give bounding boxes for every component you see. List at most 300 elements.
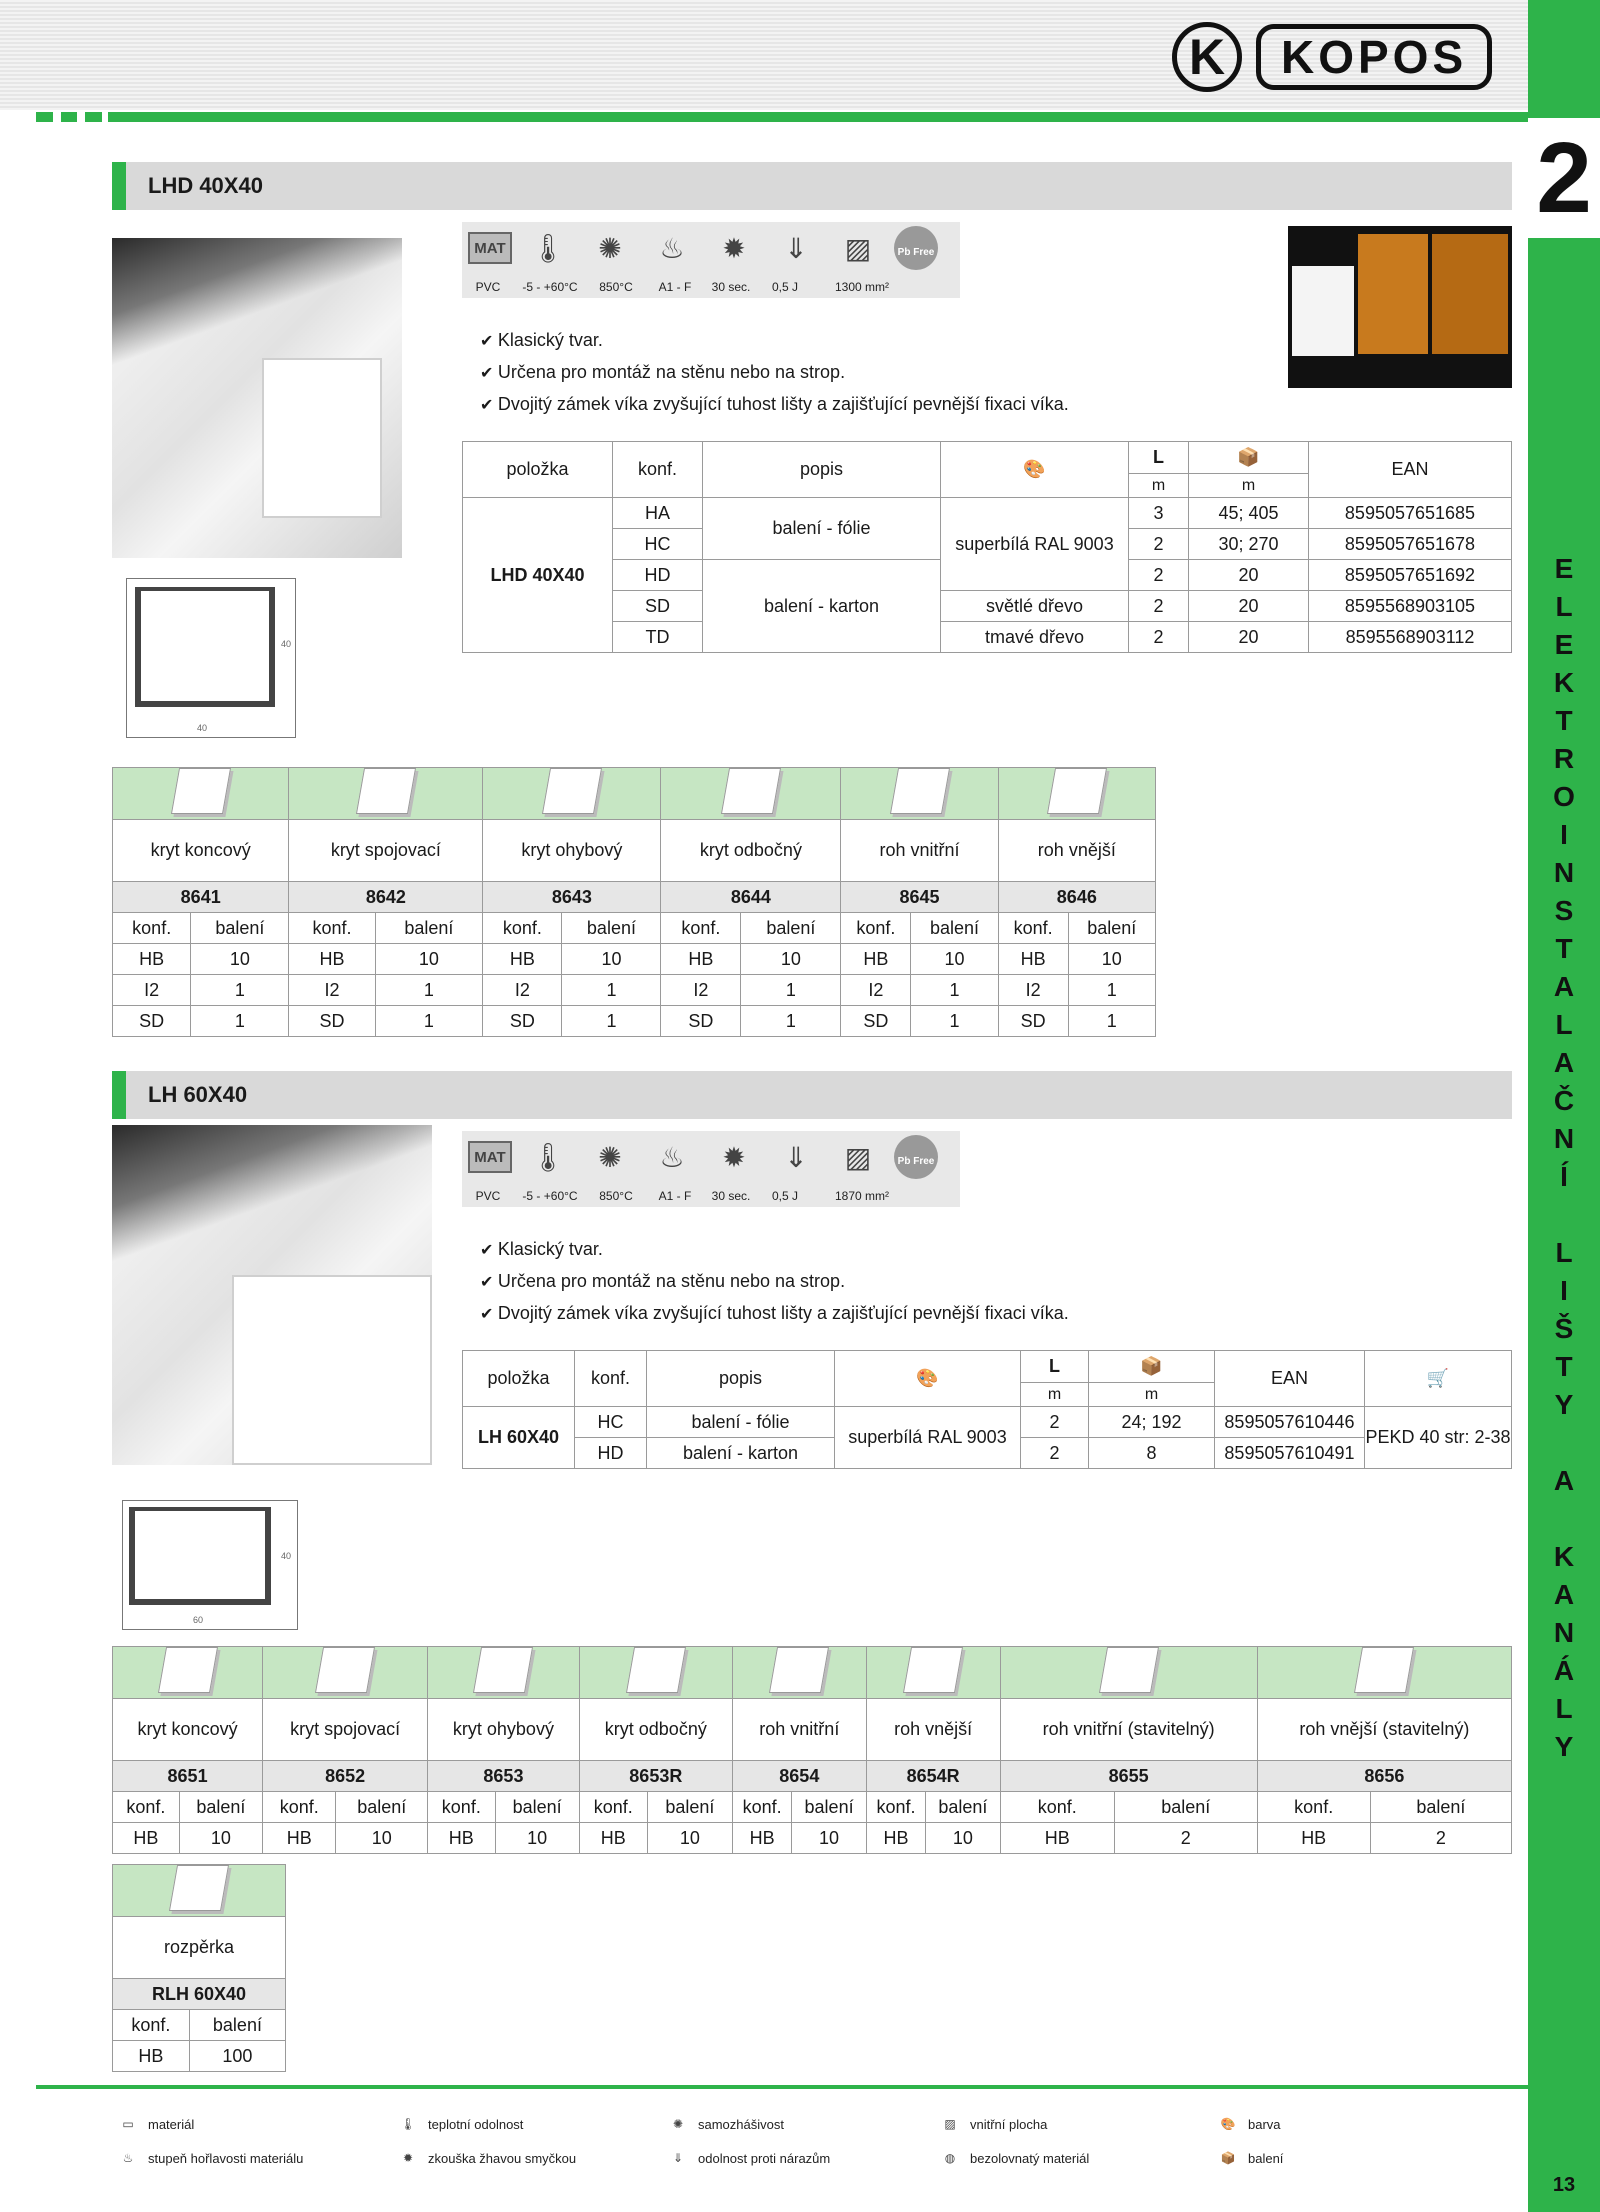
dim-width: 40 [197,723,208,733]
col-konf: konf. [575,1351,647,1407]
pack-cell: 8 [1089,1438,1215,1469]
dim-width: 60 [193,1615,204,1625]
package-icon: 📦 [1237,447,1260,467]
baleni-cell: 10 [191,944,289,975]
accessory-icon [769,1647,829,1693]
baleni-cell: 1 [191,975,289,1006]
ean-cell: 8595057651678 [1309,529,1512,560]
glow-wire-icon: ✹ [722,232,746,264]
property-values-lh [462,1189,912,1203]
accessory-icon [171,768,231,814]
accessory-code: 8646 [998,882,1155,913]
baleni-cell: 1 [562,1006,661,1037]
baleni-cell: 1 [1068,975,1155,1006]
konf-header: konf. [113,913,191,944]
color-cell: světlé dřevo [941,591,1129,622]
accessory-image [113,768,289,820]
sidebar-letter: T [1555,933,1573,964]
baleni-header: balení [191,913,289,944]
accessory-code: 8652 [263,1761,428,1792]
accessory-code: 8645 [841,882,998,913]
accessory-name: kryt ohybový [483,820,661,882]
accessory-row [113,1006,1156,1037]
accessory-image [732,1647,866,1699]
sidebar-letter: A [1553,971,1575,1002]
pack-cell: 30; 270 [1189,529,1309,560]
legend-text: vnitřní plocha [970,2116,1048,2132]
impact-icon: ⇓ [784,1141,808,1173]
accessory-code: 8654R [866,1761,1000,1792]
sidebar-letter: S [1554,895,1574,926]
accessory-icon [158,1647,218,1693]
accessory-icon [626,1647,686,1693]
baleni-header: balení [741,913,841,944]
logo-emblem: K [1172,22,1242,92]
sidebar-letter: O [1553,781,1575,812]
konf-cell: HA [613,498,703,529]
product-table-lhd [462,441,1512,653]
length-cell: 2 [1129,529,1189,560]
accessory-code: 8653R [579,1761,732,1792]
legend-item [1218,2150,1283,2166]
duct-opening [232,1275,432,1465]
duct-profile [135,587,275,707]
konf-cell: I2 [998,975,1068,1006]
konf-cell: SD [841,1006,911,1037]
sidebar-letter: T [1555,705,1573,736]
lead-free-icon: Pb Free [894,226,938,270]
konf-header: konf. [483,913,562,944]
konf-cell: I2 [113,975,191,1006]
property-value: 0,5 J [771,280,798,294]
baleni-header: balení [926,1792,1000,1823]
sidebar-letter: E [1554,629,1574,660]
accessory-icon [473,1647,533,1693]
baleni-cell: 10 [741,944,841,975]
accessory-image [998,768,1155,820]
baleni-cell: 10 [926,1823,1000,1854]
accessory-name: kryt ohybový [428,1699,580,1761]
accessory-name: roh vnitřní [732,1699,866,1761]
property-value: A1 - F [658,1189,692,1203]
color-variants-photo [1288,226,1512,388]
sidebar-letter: Á [1553,1655,1575,1686]
accessory-image [1257,1647,1511,1699]
property-value: 0,5 J [771,1189,798,1203]
popis-cell: balení - karton [703,560,941,653]
mat-icon: MAT [468,1141,512,1173]
konf-cell: HB [113,944,191,975]
konf-header: konf. [661,913,741,944]
accessory-image [579,1647,732,1699]
baleni-cell: 2 [1370,1823,1511,1854]
konf-cell: HD [613,560,703,591]
property-value: PVC [475,280,501,294]
accessory-image [289,768,483,820]
pack-cell: 45; 405 [1189,498,1309,529]
sidebar-letter: Y [1554,1389,1574,1420]
baleni-header: balení [375,913,483,944]
flame-icon: ♨ [122,2151,134,2165]
col-popis: popis [703,442,941,498]
baleni-cell: 1 [375,975,483,1006]
self-extinguish-icon: ✺ [598,1141,622,1173]
baleni-header: balení [562,913,661,944]
accessories-table-lh [112,1646,1512,1854]
feature-list-lhd [480,325,1069,421]
sidebar-letter: Č [1553,1085,1575,1116]
product-table-lh [462,1350,1512,1469]
cross-section-lhd [126,578,296,738]
legend-item [1218,2116,1281,2132]
konf-cell: HB [289,944,375,975]
feature-item: ✔ Určena pro montáž na stěnu nebo na strop. [480,1266,1069,1298]
legend-text: zkouška žhavou smyčkou [428,2150,577,2166]
konf-cell: HB [1257,1823,1370,1854]
accessory-icon [1354,1647,1414,1693]
legend-item [940,2150,1089,2166]
property-value: A1 - F [658,280,692,294]
accessory-name: roh vnější [866,1699,1000,1761]
sidebar-letter: L [1555,1009,1573,1040]
konf-header: konf. [289,913,375,944]
baleni-cell: 10 [179,1823,262,1854]
accessory-code: 8642 [289,882,483,913]
konf-header: konf. [579,1792,647,1823]
konf-cell: SD [998,1006,1068,1037]
ean-cell: 8595057651685 [1309,498,1512,529]
konf-cell: SD [613,591,703,622]
accessory-name: roh vnitřní (stavitelný) [1000,1699,1257,1761]
catalog-ref[interactable]: PEKD 40 str: 2-38 [1365,1407,1512,1469]
baleni-header: balení [647,1792,732,1823]
konf-header: konf. [1000,1792,1114,1823]
sidebar-gap [1528,1196,1600,1234]
color-cell: tmavé dřevo [941,622,1129,653]
konf-header: konf. [998,913,1068,944]
sidebar-letter: Y [1554,1731,1574,1762]
sidebar-letter: K [1553,1541,1575,1572]
property-value: 850°C [599,280,633,294]
unit-m: m [1021,1383,1089,1407]
col-konf: konf. [613,442,703,498]
feature-item: ✔ Dvojitý zámek víka zvyšující tuhost lišty a zajišťující pevnější fixaci víka. [480,389,1069,421]
sidebar-letter: I [1560,1275,1568,1306]
accessory-image [661,768,841,820]
impact-icon: ⇓ [672,2151,684,2165]
thermometer-icon: 🌡 [530,1141,566,1173]
baleni-header: balení [1068,913,1155,944]
konf-cell: I2 [289,975,375,1006]
product-photo-lh [112,1125,432,1465]
accessory-name: roh vnější (stavitelný) [1257,1699,1511,1761]
konf-cell: HB [1000,1823,1114,1854]
property-icons-lh [462,1131,960,1207]
package-icon: 📦 [1220,2151,1236,2165]
legend-text: barva [1248,2116,1281,2132]
ean-cell: 8595057610446 [1215,1407,1365,1438]
product-photo-lhd [112,238,402,558]
flame-icon: ♨ [659,232,685,264]
lead-free-icon: ◍ [944,2151,956,2165]
accessory-icon [542,768,602,814]
col-ref [1365,1351,1512,1407]
header-dots [36,112,102,122]
accessory-code: 8651 [113,1761,263,1792]
duct-profile [129,1507,271,1605]
mat-icon: MAT [468,232,512,264]
length-cell: 2 [1129,591,1189,622]
baleni-cell: 1 [375,1006,483,1037]
light-wood-duct [1358,234,1428,354]
konf-header: konf. [866,1792,925,1823]
accessory-name: roh vnější [998,820,1155,882]
sidebar-letter: R [1553,743,1575,774]
sidebar-letter: L [1555,591,1573,622]
popis-cell: balení - fólie [703,498,941,560]
accessory-image [1000,1647,1257,1699]
sidebar-letter: L [1555,1237,1573,1268]
property-value: PVC [475,1189,501,1203]
sidebar-letter: T [1555,1351,1573,1382]
spacer-icon [169,1865,229,1911]
konf-cell: HB [113,2041,190,2072]
baleni-cell: 10 [375,944,483,975]
konf-cell: I2 [661,975,741,1006]
item-name: LHD 40X40 [463,498,613,653]
konf-cell: HC [575,1407,647,1438]
sidebar-letter: A [1553,1579,1575,1610]
accessory-name: roh vnitřní [841,820,998,882]
ean-cell: 8595568903105 [1309,591,1512,622]
property-value: 850°C [599,1189,633,1203]
col-length: L [1129,442,1189,474]
col-ean: EAN [1309,442,1512,498]
sidebar-letter: Í [1560,1161,1568,1192]
baleni-cell: 10 [792,1823,866,1854]
accessory-image [841,768,998,820]
pack-cell: 24; 192 [1089,1407,1215,1438]
feature-item: ✔ Klasický tvar. [480,1234,1069,1266]
accessory-image [866,1647,1000,1699]
accessory-code: 8644 [661,882,841,913]
legend-text: teplotní odolnost [428,2116,524,2132]
property-value: 1300 mm² [834,280,890,294]
property-value: -5 - +60°C [522,1189,578,1203]
konf-header: konf. [841,913,911,944]
accessory-icon [1047,768,1107,814]
col-ean: EAN [1215,1351,1365,1407]
legend-text: materiál [148,2116,195,2132]
length-cell: 2 [1021,1438,1089,1469]
accessory-row [113,1823,1512,1854]
unit-m: m [1189,474,1309,498]
konf-cell: HB [661,944,741,975]
accessory-code: 8643 [483,882,661,913]
sidebar-letter: N [1553,1617,1575,1648]
sidebar-letter: A [1553,1465,1575,1496]
color-cell: superbílá RAL 9003 [941,498,1129,591]
sidebar-letter: I [1560,819,1568,850]
baleni-cell: 1 [562,975,661,1006]
accessory-name: kryt spojovací [263,1699,428,1761]
konf-cell: HB [998,944,1068,975]
konf-cell: HB [483,944,562,975]
konf-cell: SD [483,1006,562,1037]
sidebar-gap [1528,1424,1600,1462]
ean-cell: 8595057610491 [1215,1438,1365,1469]
col-package [1189,442,1309,474]
property-values-lhd [462,280,912,294]
pack-cell: 20 [1189,622,1309,653]
feature-item: ✔ Klasický tvar. [480,325,1069,357]
ean-cell: 8595057651692 [1309,560,1512,591]
konf-header: konf. [428,1792,495,1823]
baleni-header: balení [911,913,998,944]
unit-m: m [1089,1383,1215,1407]
sidebar-gap [1528,1500,1600,1538]
dim-height: 40 [280,639,291,649]
col-package [1089,1351,1215,1383]
baleni-cell: 10 [1068,944,1155,975]
col-polozka: položka [463,442,613,498]
baleni-cell: 10 [911,944,998,975]
property-value: -5 - +60°C [522,280,578,294]
thermometer-icon: 🌡 [530,232,566,264]
konf-cell: HB [579,1823,647,1854]
accessory-row [113,944,1156,975]
length-cell: 2 [1129,622,1189,653]
baleni-cell: 1 [741,975,841,1006]
baleni-cell: 2 [1114,1823,1257,1854]
self-extinguish-icon: ✺ [672,2117,684,2131]
accessory-icon [889,768,949,814]
baleni-cell: 1 [191,1006,289,1037]
legend-text: odolnost proti nárazům [698,2150,831,2166]
property-icons-lhd [462,222,960,298]
header-rule [108,112,1528,122]
konf-cell: SD [289,1006,375,1037]
konf-cell: HB [866,1823,925,1854]
col-color [835,1351,1021,1407]
accessory-icon [903,1647,963,1693]
sidebar-letter: N [1553,857,1575,888]
inner-area-icon: ▨ [844,232,872,264]
popis-cell: balení - fólie [647,1407,835,1438]
konf-cell: HB [428,1823,495,1854]
accessory-code: 8656 [1257,1761,1511,1792]
konf-cell: SD [113,1006,191,1037]
konf-cell: I2 [841,975,911,1006]
legend-item [668,2116,784,2132]
konf-cell: I2 [483,975,562,1006]
konf-header: konf. [113,2010,190,2041]
white-duct [1292,266,1354,356]
accessory-icon [1099,1647,1159,1693]
col-popis: popis [647,1351,835,1407]
sidebar-vertical-title [1528,550,1600,1766]
col-polozka: položka [463,1351,575,1407]
ean-cell: 8595568903112 [1309,622,1512,653]
sidebar-letter: Š [1554,1313,1574,1344]
dim-height: 40 [280,1551,291,1561]
accessory-image [428,1647,580,1699]
accessory-name: kryt odbočný [661,820,841,882]
sidebar-letter: A [1553,1047,1575,1078]
konf-cell: TD [613,622,703,653]
accessory-image [263,1647,428,1699]
impact-icon: ⇓ [784,232,808,264]
feature-list-lh [480,1234,1069,1330]
feature-item: ✔ Dvojitý zámek víka zvyšující tuhost lišty a zajišťující pevnější fixaci víka. [480,1298,1069,1330]
legend-item [118,2150,303,2166]
length-cell: 3 [1129,498,1189,529]
accessory-image [113,1647,263,1699]
lead-free-icon: Pb Free [894,1135,938,1179]
length-cell: 2 [1129,560,1189,591]
duct-opening [262,358,382,518]
sidebar-letter: L [1555,1693,1573,1724]
accessory-image [483,768,661,820]
legend-item [398,2116,523,2132]
baleni-cell: 1 [741,1006,841,1037]
dark-wood-duct [1432,234,1508,354]
accessory-code: 8654 [732,1761,866,1792]
section-title-lhd: LHD 40X40 [112,162,1512,210]
konf-header: konf. [732,1792,791,1823]
konf-cell: HD [575,1438,647,1469]
baleni-header: balení [189,2010,285,2041]
konf-cell: SD [661,1006,741,1037]
package-icon: 📦 [1140,1356,1163,1376]
legend-text: bezolovnatý materiál [970,2150,1090,2166]
konf-cell: HB [732,1823,791,1854]
sidebar-letter: N [1553,1123,1575,1154]
baleni-cell: 10 [562,944,661,975]
baleni-header: balení [179,1792,262,1823]
inner-area-icon: ▨ [844,1141,872,1173]
color-icon: 🎨 [1220,2117,1236,2131]
color-icon: 🎨 [916,1368,939,1388]
property-value: 1870 mm² [834,1189,890,1203]
property-value: 30 sec. [711,280,751,294]
accessory-name: kryt odbočný [579,1699,732,1761]
konf-header: konf. [1257,1792,1370,1823]
baleni-header: balení [792,1792,866,1823]
flame-icon: ♨ [659,1141,685,1173]
konf-cell: HB [113,1823,180,1854]
legend-text: samozhášivost [698,2116,784,2132]
baleni-cell: 10 [647,1823,732,1854]
baleni-cell: 10 [336,1823,428,1854]
accessory-name: kryt spojovací [289,820,483,882]
kopos-logo [1172,22,1492,92]
konf-cell: HB [263,1823,336,1854]
accessory-icon [315,1647,375,1693]
legend-text: balení [1248,2150,1284,2166]
feature-item: ✔ Určena pro montáž na stěnu nebo na strop. [480,357,1069,389]
accessory-code: 8641 [113,882,289,913]
baleni-cell: 100 [189,2041,285,2072]
konf-header: konf. [113,1792,180,1823]
thermometer-icon: 🌡 [400,2117,416,2131]
color-cell: superbílá RAL 9003 [835,1407,1021,1469]
legend-rule [36,2085,1528,2089]
accessory-code: 8655 [1000,1761,1257,1792]
baleni-header: balení [1370,1792,1511,1823]
length-cell: 2 [1021,1407,1089,1438]
item-name: LH 60X40 [463,1407,575,1469]
